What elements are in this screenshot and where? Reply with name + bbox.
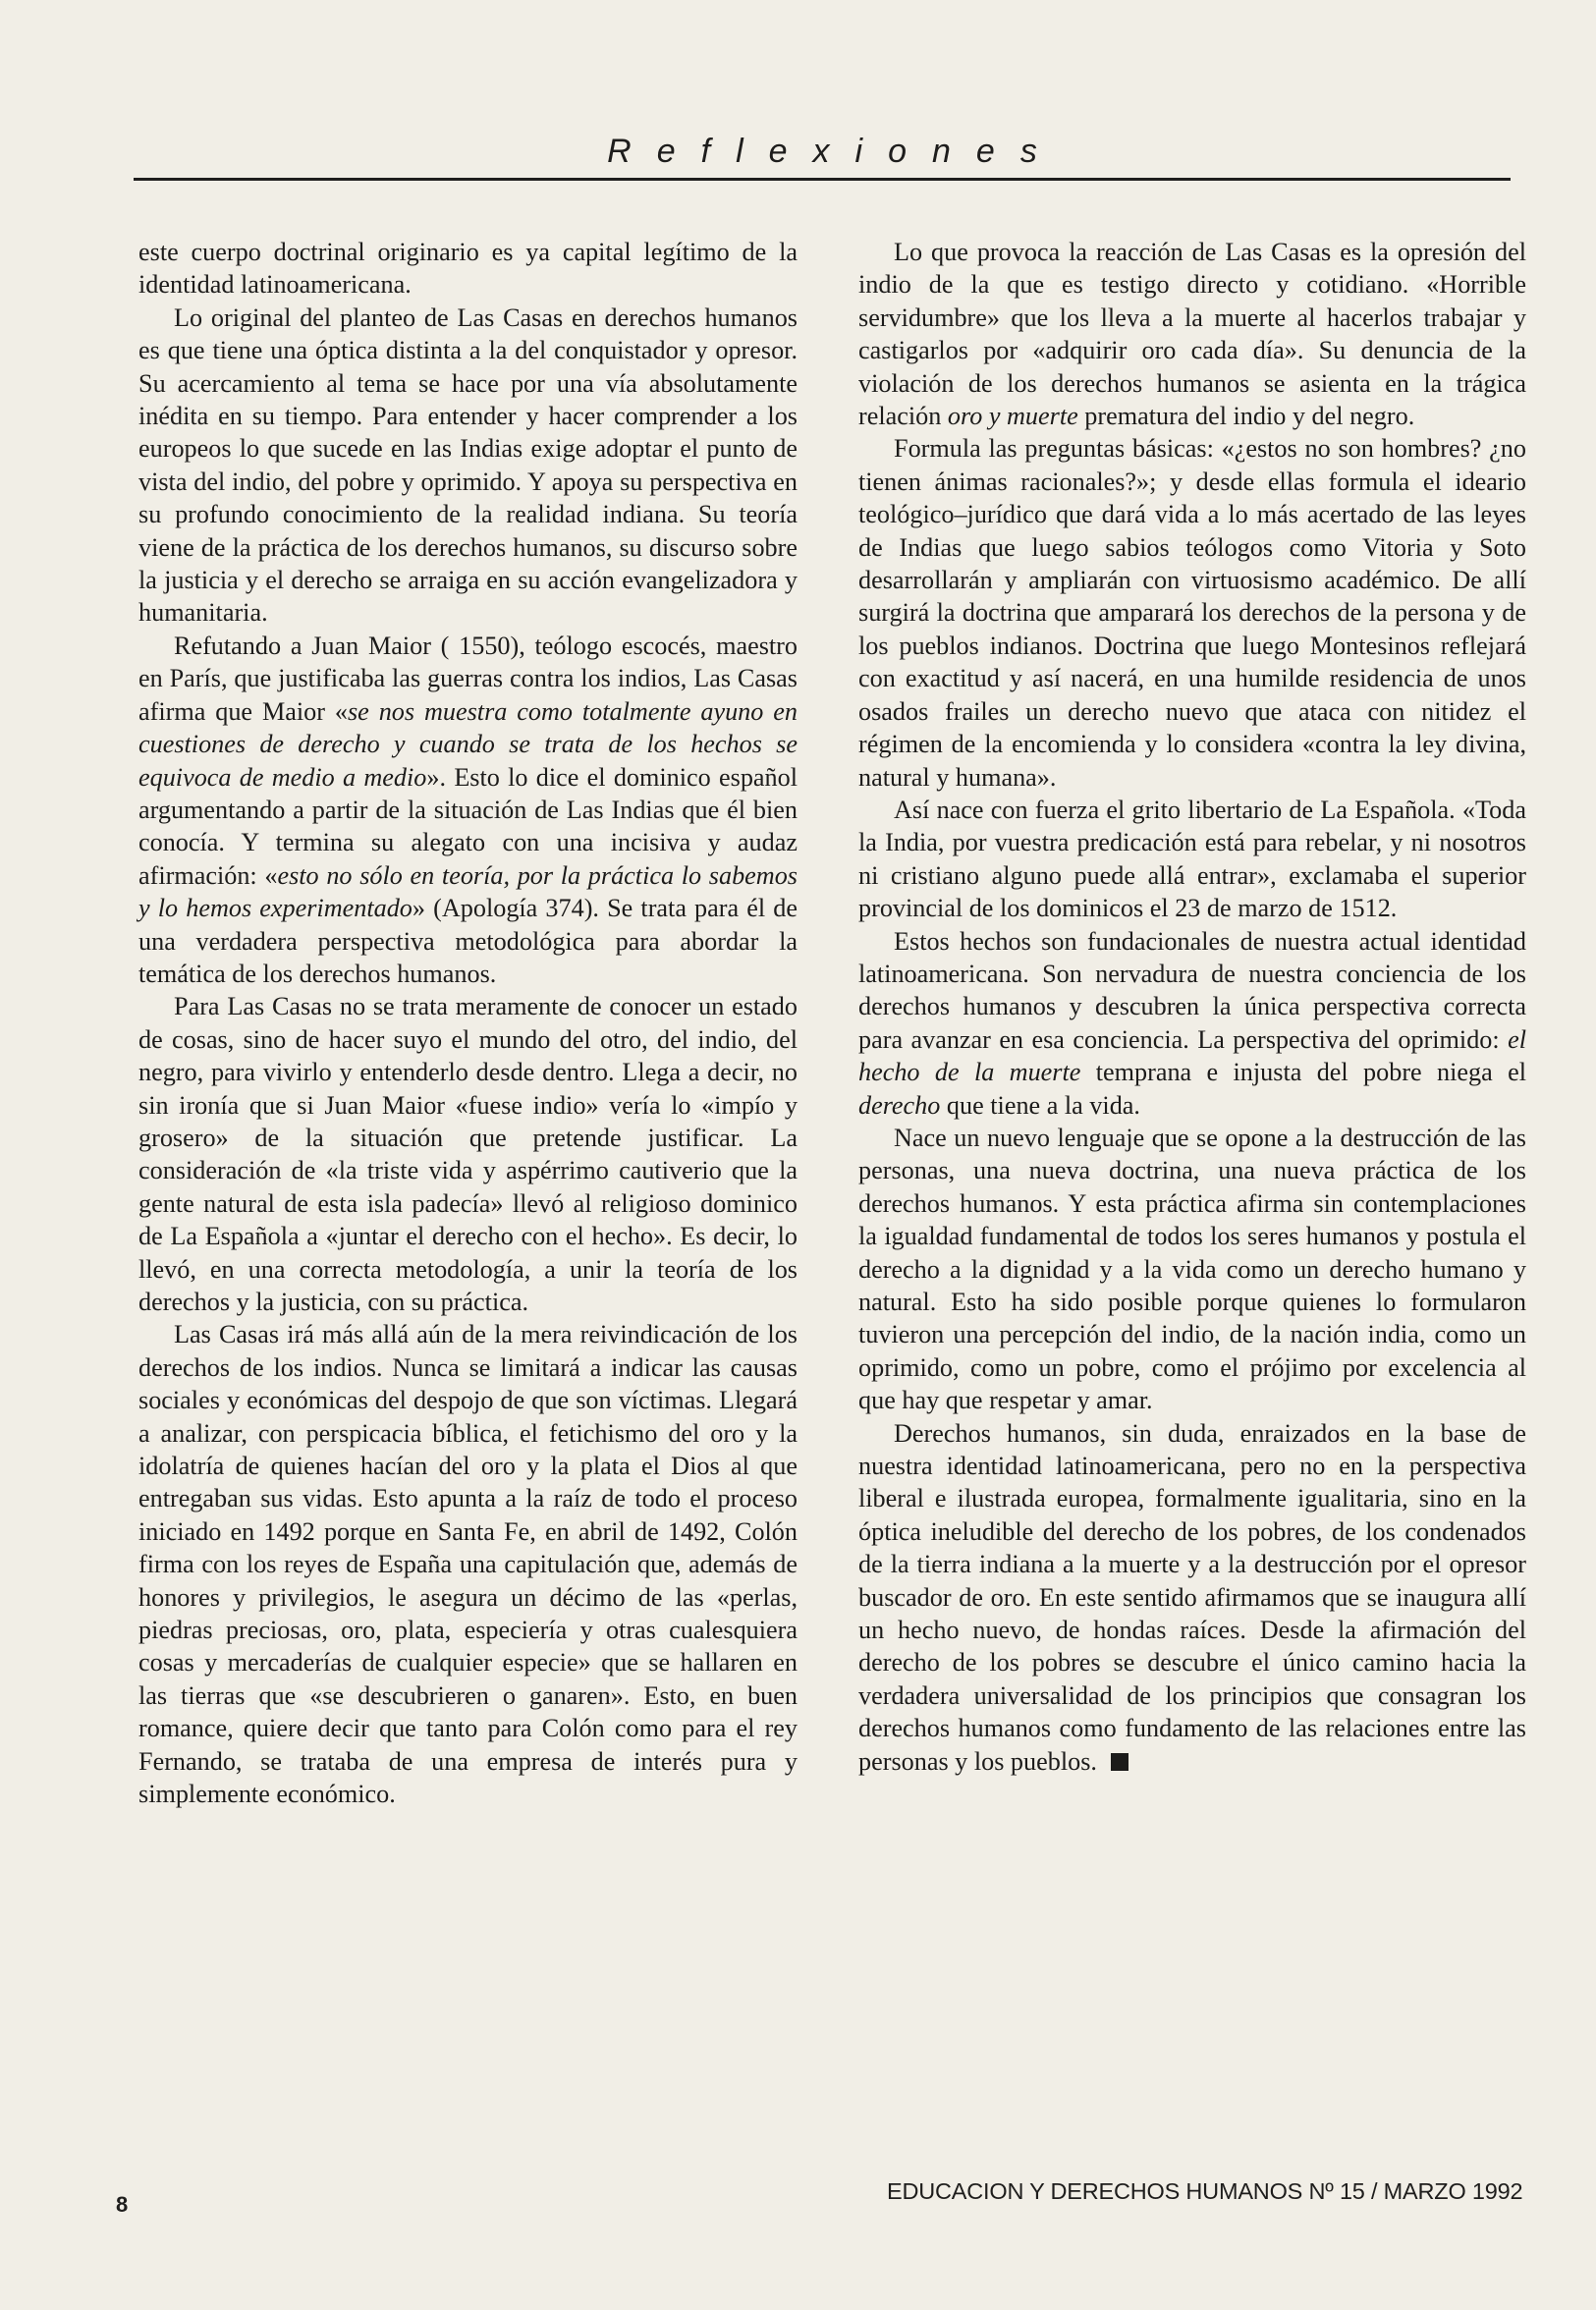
italic-text: oro y muerte [947,402,1078,431]
paragraph [138,1318,798,1810]
paragraph-text: prematura del indio y del negro. [1077,402,1415,431]
paragraph [858,925,1526,1122]
paragraph-text: Para Las Casas no se trata meramente de conocer un estado de cosas, sino de hacer suyo el mundo del otro, del indio, del negro, para vivirlo y entenderlo desde dentro. Llega a decir, no sin ironía que si Juan Maior «fuese indio» vería lo «impío y grosero» de la situación que pretende justificar. La consideración de «la triste vida y aspérrimo cautiverio que la gente natural de esta isla padecía» llevó al religioso dominico de La Española a «juntar el derecho con el hecho». Es decir, lo llevó, en una correcta metodología, a unir la teoría de los derechos y la justicia, con su práctica. [138,992,798,1316]
paragraph-text: este cuerpo doctrinal originario es ya capital legítimo de la identidad latinoamericana. [138,238,798,300]
paragraph [138,302,798,630]
paragraph-text: Las Casas irá más allá aún de la mera reivindicación de los derechos de los indios. Nunca se limitará a indicar las causas sociales y económicas del despojo de que son víctimas. Llegará a analizar, con perspicacia bíblica, el fetichismo del oro y la idolatría de quienes hacían del oro y la plata el Dios al que entregaban sus vidas. Esto apunta a la raíz de todo el proceso iniciado en 1492 porque en Santa Fe, en abril de 1492, Colón firma con los reyes de España una capitulación que, además de honores y privilegios, le asegura un décimo de las «perlas, piedras preciosas, oro, plata, especiería y otras cualesquiera cosas y mercaderías de cualquier especie» que se hallaren en las tierras que «se descubrieren o ganaren». Esto, en buen romance, quiere decir que tanto para Colón como para el rey Fernando, se trataba de una empresa de interés pura y simplemente económico. [138,1320,798,1809]
paragraph-text: Nace un nuevo lenguaje que se opone a la destrucción de las personas, una nueva doctrina, una nueva práctica de los derechos humanos. Y esta práctica afirma sin contemplaciones la igualdad fundamental de todos los seres humanos y postula el derecho a la dignidad y a la vida como un derecho humano y natural. Esto ha sido posible porque quienes lo formularon tuvieron una percepción del indio, de la nación india, como un oprimido, como un pobre, como el prójimo por excelencia al que hay que respetar y amar. [858,1123,1526,1415]
right-column [858,236,1526,1778]
paragraph [858,236,1526,432]
paragraph [858,1122,1526,1417]
paragraph [858,794,1526,925]
paragraph-text: » (Apología 374). Se trata para él de una verdadera perspectiva metodológica para abordar la temática de los derechos humanos. [138,894,798,988]
left-column [138,236,798,1811]
italic-text: se nos muestra como totalmente ayuno en cuestiones de derecho y cuando se trata de los hechos se equivoca de medio a medio [138,696,798,792]
italic-text: esto no sólo en teoría, por la práctica lo sabemos y lo hemos experimentado [138,860,798,923]
end-of-article-mark [1111,1753,1128,1771]
paragraph-text: temprana e injusta del pobre niega el [1080,1058,1526,1087]
section-title: Reflexiones [607,133,1063,170]
page-number: 8 [116,2192,129,2217]
publication-footer: EDUCACION Y DERECHOS HUMANOS Nº 15 / MARZO 1992 [887,2178,1523,2204]
paragraph-text: Así nace con fuerza el grito libertario de La Española. «Toda la India, por vuestra predicación está para rebelar, y ni nosotros ni cristiano alguno puede allá entrar», exclamaba el superior provincial de los dominicos el 23 de marzo de 1512. [858,795,1526,923]
paragraph [138,990,798,1318]
paragraph-text: que tiene a la vida. [940,1090,1140,1120]
paragraph-text: Formula las preguntas básicas: «¿estos no son hombres? ¿no tienen ánimas racionales?»; y desde ellas formula el ideario teológico–jurídico que dará vida a lo más acertado de las leyes de Indias que luego sabios teólogos como Vitoria y Soto desarrollarán y ampliarán con virtuosismo académico. De allí surgirá la doctrina que amparará los derechos de la persona y de los pueblos indianos. Doctrina que luego Montesinos reflejará con exactitud y así nacerá, en una humilde residencia de unos osados frailes un derecho nuevo que ataca con nitidez el régimen de la encomienda y lo considera «contra la ley divina, natural y humana». [858,434,1526,792]
paragraph [858,432,1526,793]
paragraph-text: Refutando a Juan Maior ( 1550), teólogo escocés, maestro en París, que justificaba las guerras contra los indios, Las Casas afirma que Maior « [138,631,798,726]
paragraph-text: ». Esto lo dice el dominico español argumentando a partir de la situación de Las Indias que él bien conocía. Y termina su alegato con una incisiva y audaz afirmación: « [138,762,798,890]
paragraph-text: Lo que provoca la reacción de Las Casas es la opresión del indio de la que es testigo directo y cotidiano. «Horrible servidumbre» que los lleva a la muerte al hacerlos trabajar y castigarlos por «adquirir oro cada día». Su denuncia de la violación de los derechos humanos se asienta en la trágica relación [858,238,1526,431]
paragraph [138,630,798,990]
header-rule [134,178,1511,181]
italic-text: derecho [858,1090,941,1120]
paragraph [138,236,798,302]
paragraph [858,1417,1526,1778]
italic-text: el hecho de la muerte [858,1024,1526,1087]
paragraph-text: Estos hechos son fundacionales de nuestra actual identidad latinoamericana. Son nervadura de nuestra conciencia de los derechos humanos y descubren la única perspectiva correcta para avanzar en esa conciencia. La perspectiva del oprimido: [858,926,1526,1054]
paragraph-text: Lo original del planteo de Las Casas en derechos humanos es que tiene una óptica distinta a la del conquistador y opresor. Su acercamiento al tema se hace por una vía absolutamente inédita en su tiempo. Para entender y hacer comprender a los europeos lo que sucede en las Indias exige adoptar el punto de vista del indio, del pobre y oprimido. Y apoya su perspectiva en su profundo conocimiento de la realidad indiana. Su teoría viene de la práctica de los derechos humanos, su discurso sobre la justicia y el derecho se arraiga en su acción evangelizadora y humanitaria. [138,302,798,628]
running-header [134,133,1511,178]
paragraph-text: Derechos humanos, sin duda, enraizados en la base de nuestra identidad latinoamericana, pero no en la perspectiva liberal e ilustrada europea, formalmente igualitaria, sino en la óptica ineludible del derecho de los pobres, de los condenados de la tierra indiana a la muerte y a la destrucción por el opresor buscador de oro. En este sentido afirmamos que se inaugura allí un hecho nuevo, de hondas raíces. Desde la afirmación del derecho de los pobres se descubre el único camino hacia la verdadera universalidad de los principios que consagran los derechos humanos como fundamento de las relaciones entre las personas y los pueblos. [858,1418,1526,1776]
